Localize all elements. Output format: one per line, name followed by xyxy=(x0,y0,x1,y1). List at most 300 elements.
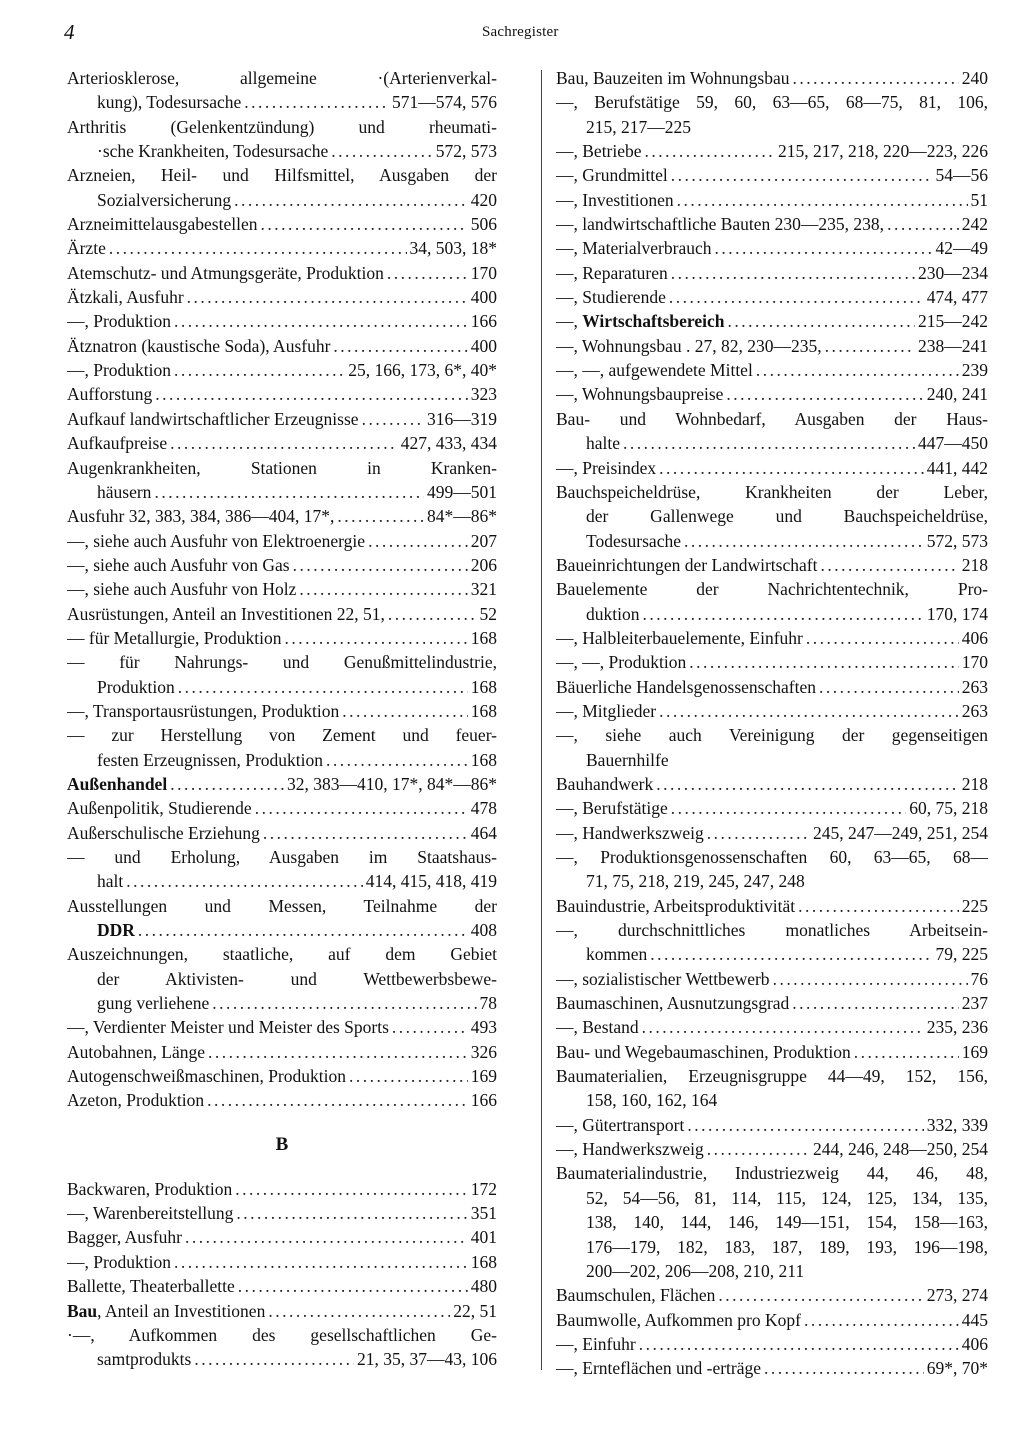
entry-term xyxy=(67,212,257,236)
index-entry-line xyxy=(67,845,497,869)
entry-term xyxy=(67,529,365,553)
leader-dots xyxy=(656,772,959,796)
entry-term xyxy=(67,407,359,431)
index-entry xyxy=(67,212,497,236)
leader-dots xyxy=(238,1274,468,1298)
entry-term xyxy=(67,1040,205,1064)
entry-term-text: , Anteil an Investitionen xyxy=(97,1300,266,1321)
index-entry xyxy=(556,602,988,626)
index-entry xyxy=(556,334,988,358)
entry-term xyxy=(556,650,686,674)
entry-pages: 166 xyxy=(470,311,497,332)
entry-term-text: Arzneimittelausgabestellen xyxy=(67,214,258,235)
entry-term-text: Baumschulen, Flächen xyxy=(556,1285,716,1306)
entry-pages: 215—242 xyxy=(918,311,988,332)
entry-term xyxy=(556,821,704,845)
entry-text: 176—179, 182, 183, 187, 189, 193, 196—198, xyxy=(586,1236,988,1257)
entry-term-text: halt xyxy=(97,871,124,892)
index-entry xyxy=(556,821,988,845)
entry-term-text: Ätzkali, Ausfuhr xyxy=(67,287,184,308)
entry-term xyxy=(586,942,647,966)
entry-term xyxy=(67,1201,233,1225)
index-entry xyxy=(556,1308,988,1332)
entry-term xyxy=(556,1332,636,1356)
index-entry xyxy=(67,796,497,820)
entry-term xyxy=(67,821,260,845)
leader-dots xyxy=(804,1308,959,1332)
index-entry-line xyxy=(556,1064,988,1088)
index-entry xyxy=(556,675,988,699)
entry-term-text: Baumwolle, Aufkommen pro Kopf xyxy=(556,1309,801,1330)
index-entry xyxy=(67,407,497,431)
index-entry xyxy=(67,626,497,650)
entry-term-text: —, Verdienter Meister und Meister des Sports xyxy=(67,1017,389,1038)
leader-dots xyxy=(388,602,477,626)
index-entry xyxy=(556,772,988,796)
entry-pages: 168 xyxy=(470,700,497,721)
leader-dots xyxy=(194,1347,354,1371)
leader-dots xyxy=(331,139,433,163)
entry-text: Arzneien, Heil- und Hilfsmittel, Ausgaben der xyxy=(67,165,497,186)
entry-term-text: Atemschutz- und Atmungsgeräte, Produktion xyxy=(67,262,384,283)
entry-term-text: Bagger, Ausfuhr xyxy=(67,1227,182,1248)
entry-term xyxy=(556,188,674,212)
entry-term-text: —, Gütertransport xyxy=(556,1114,685,1135)
entry-pages: 34, 503, 18* xyxy=(409,238,497,259)
index-entry xyxy=(67,431,497,455)
entry-pages: 172 xyxy=(470,1178,497,1199)
entry-text: Augenkrankheiten, Stationen in Kranken- xyxy=(67,457,497,478)
entry-pages: 506 xyxy=(470,214,497,235)
leader-dots xyxy=(170,772,284,796)
index-entry xyxy=(556,991,988,1015)
leader-dots xyxy=(764,1356,924,1380)
entry-term-text: Bauhandwerk xyxy=(556,773,654,794)
index-entry-line xyxy=(67,163,497,187)
leader-dots xyxy=(138,918,468,942)
index-entry xyxy=(67,139,497,163)
index-entry xyxy=(67,382,497,406)
entry-term xyxy=(67,1088,204,1112)
entry-term xyxy=(556,261,668,285)
index-entry xyxy=(67,188,497,212)
entry-term xyxy=(556,212,884,236)
entry-term xyxy=(556,66,790,90)
entry-pages: 401 xyxy=(470,1227,497,1248)
index-entry xyxy=(67,602,497,626)
entry-term xyxy=(67,236,106,260)
index-entry xyxy=(67,869,497,893)
index-entry xyxy=(556,163,988,187)
leader-dots xyxy=(263,821,468,845)
leader-dots xyxy=(684,529,924,553)
index-entry xyxy=(556,650,988,674)
entry-text: Arthritis (Gelenkentzündung) und rheumati- xyxy=(67,116,497,137)
entry-term-text: — für Metallurgie, Produktion xyxy=(67,627,282,648)
index-entry-line xyxy=(67,1323,497,1347)
entry-term-text: —, Transportausrüstungen, Produktion xyxy=(67,700,340,721)
leader-dots xyxy=(155,382,468,406)
entry-term-text: —, —, aufgewendete Mittel xyxy=(556,360,753,381)
leader-dots xyxy=(255,796,468,820)
index-entry-line xyxy=(556,1210,988,1234)
entry-term-text: —, landwirtschaftliche Bauten 230—235, 238, xyxy=(556,214,885,235)
index-entry-line: 215, 217—225 xyxy=(586,116,691,137)
leader-dots xyxy=(659,456,924,480)
entry-term xyxy=(67,358,171,382)
index-entry-line xyxy=(67,942,497,966)
entry-pages: 445 xyxy=(961,1309,988,1330)
entry-pages: 32, 383—410, 17*, 84*—86* xyxy=(287,773,497,794)
entry-pages: 480 xyxy=(470,1276,497,1297)
leader-dots xyxy=(208,1040,468,1064)
entry-term-text: —, Studierende xyxy=(556,287,666,308)
entry-pages: 235, 236 xyxy=(926,1017,988,1038)
entry-term xyxy=(67,602,385,626)
section-heading: B xyxy=(275,1133,289,1155)
entry-pages: 206 xyxy=(470,554,497,575)
index-entry xyxy=(67,821,497,845)
entry-pages: 420 xyxy=(470,189,497,210)
index-entry-line: 158, 160, 162, 164 xyxy=(586,1090,718,1111)
leader-dots xyxy=(244,90,389,114)
entry-term-text: —, Ernteflächen und -erträge xyxy=(556,1358,762,1379)
entry-term xyxy=(556,1356,761,1380)
entry-pages: 218 xyxy=(961,773,988,794)
entry-pages: 263 xyxy=(961,700,988,721)
leader-dots xyxy=(659,699,959,723)
index-entry xyxy=(67,748,497,772)
entry-prefix: —, xyxy=(556,311,583,332)
entry-text: Baumaterialindustrie, Industriezweig 44, 46, 48, xyxy=(556,1163,988,1184)
index-entry xyxy=(556,1332,988,1356)
index-entry xyxy=(556,894,988,918)
entry-term-text: —, Grundmittel xyxy=(556,165,668,186)
entry-term xyxy=(556,1040,851,1064)
leader-dots xyxy=(825,334,915,358)
leader-dots xyxy=(170,431,398,455)
index-entry xyxy=(67,90,497,114)
entry-term-text: Ballette, Theaterballette xyxy=(67,1276,235,1297)
entry-term xyxy=(67,334,330,358)
index-entry-line xyxy=(556,1235,988,1259)
entry-text: — und Erholung, Ausgaben im Staatshaus- xyxy=(67,847,497,867)
entry-term xyxy=(556,894,795,918)
entry-pages: 51 xyxy=(970,189,988,210)
leader-dots xyxy=(756,358,959,382)
index-entry xyxy=(67,285,497,309)
page-number: 4 xyxy=(64,20,75,44)
entry-term xyxy=(67,1225,182,1249)
entry-pages: 242 xyxy=(961,214,988,235)
leader-dots xyxy=(178,675,468,699)
index-entry xyxy=(556,309,988,333)
index-entry xyxy=(556,358,988,382)
entry-pages: 84*—86* xyxy=(427,506,497,527)
leader-dots xyxy=(109,236,407,260)
entry-term xyxy=(556,163,668,187)
leader-dots xyxy=(687,1113,923,1137)
entry-term-text: Ausfuhr 32, 383, 384, 386—404, 17*, xyxy=(67,506,335,527)
index-entry xyxy=(67,261,497,285)
index-entry xyxy=(556,796,988,820)
index-entry xyxy=(556,285,988,309)
leader-dots xyxy=(642,1015,924,1039)
entry-pages: 464 xyxy=(470,822,497,843)
leader-dots xyxy=(642,602,923,626)
leader-dots xyxy=(718,1283,923,1307)
entry-term-text: festen Erzeugnissen, Produktion xyxy=(97,749,323,770)
entry-text: — zur Herstellung von Zement und feuer- xyxy=(67,725,497,746)
index-entry-line xyxy=(67,456,497,480)
index-entry xyxy=(556,66,988,90)
entry-term xyxy=(67,1250,171,1274)
entry-pages: 238—241 xyxy=(918,335,988,356)
leader-dots xyxy=(333,334,467,358)
entry-pages: 169 xyxy=(470,1066,497,1087)
entry-term-text: —, Produktion xyxy=(67,1251,172,1272)
entry-pages: 406 xyxy=(961,627,988,648)
entry-term xyxy=(67,1177,232,1201)
leader-dots xyxy=(726,382,923,406)
index-entry-line xyxy=(67,66,497,90)
index-entry xyxy=(556,236,988,260)
leader-dots xyxy=(689,650,958,674)
index-entry xyxy=(67,334,497,358)
index-entry-line xyxy=(556,577,988,601)
index-entry-line xyxy=(67,115,497,139)
entry-pages: 21, 35, 37—43, 106 xyxy=(357,1349,497,1370)
index-entry xyxy=(556,529,988,553)
entry-term xyxy=(556,967,770,991)
entry-term-bold: Außenhandel xyxy=(67,773,168,794)
leader-dots xyxy=(299,577,467,601)
entry-pages: 400 xyxy=(470,335,497,356)
leader-dots xyxy=(362,407,424,431)
index-entry xyxy=(67,1088,497,1112)
entry-term xyxy=(586,431,620,455)
entry-pages: 25, 166, 173, 6*, 40* xyxy=(348,360,497,381)
index-entry xyxy=(67,1177,497,1201)
leader-dots xyxy=(671,796,906,820)
entry-term xyxy=(556,1283,715,1307)
entry-term-text: Backwaren, Produktion xyxy=(67,1178,233,1199)
leader-dots xyxy=(671,261,915,285)
leader-dots xyxy=(645,139,775,163)
entry-term xyxy=(97,748,323,772)
entry-term-bold: DDR xyxy=(97,920,135,941)
entry-term-text: duktion xyxy=(586,603,640,624)
index-entry xyxy=(556,431,988,455)
entry-term-text: Autobahnen, Länge xyxy=(67,1041,206,1062)
leader-dots xyxy=(387,261,468,285)
entry-pages: 441, 442 xyxy=(926,457,988,478)
entry-text: 138, 140, 144, 146, 149—151, 154, 158—163, xyxy=(586,1212,988,1233)
entry-pages: 326 xyxy=(470,1041,497,1062)
leader-dots xyxy=(349,1064,468,1088)
index-entry xyxy=(556,382,988,406)
entry-term xyxy=(556,285,666,309)
entry-pages: 54—56 xyxy=(935,165,988,186)
entry-term xyxy=(556,1137,704,1161)
leader-dots xyxy=(623,431,915,455)
entry-term-text: —, siehe auch Ausfuhr von Holz xyxy=(67,579,297,600)
entry-term xyxy=(67,553,290,577)
entry-term xyxy=(556,1015,639,1039)
index-entry xyxy=(67,480,497,504)
entry-term-text: —, Wohnungsbaupreise xyxy=(556,384,724,405)
entry-pages: 168 xyxy=(470,676,497,697)
entry-pages: 400 xyxy=(470,287,497,308)
entry-pages: 166 xyxy=(470,1090,497,1111)
index-entry xyxy=(67,1274,497,1298)
entry-term-text: Baumaschinen, Ausnutzungsgrad xyxy=(556,993,790,1014)
entry-term-bold: Wirtschaftsbereich xyxy=(582,311,725,332)
leader-dots xyxy=(728,309,916,333)
entry-term-text: Autogenschweißmaschinen, Produktion xyxy=(67,1066,346,1087)
index-entry xyxy=(67,675,497,699)
index-entry xyxy=(556,1040,988,1064)
entry-pages: 239 xyxy=(961,360,988,381)
entry-term xyxy=(556,309,725,333)
leader-dots xyxy=(368,529,468,553)
entry-pages: 493 xyxy=(470,1017,497,1038)
entry-text: Bauchspeicheldrüse, Krankheiten der Leber, xyxy=(556,481,988,502)
index-entry xyxy=(67,236,497,260)
leader-dots xyxy=(773,967,968,991)
entry-pages: 478 xyxy=(470,798,497,819)
index-entry xyxy=(67,1250,497,1274)
index-entry xyxy=(67,1347,497,1371)
entry-term xyxy=(556,456,656,480)
index-entry-line xyxy=(67,723,497,747)
entry-pages: 321 xyxy=(470,579,497,600)
leader-dots xyxy=(174,358,345,382)
entry-term-text: kommen xyxy=(586,944,648,965)
entry-term xyxy=(67,1299,265,1323)
entry-pages: 168 xyxy=(470,749,497,770)
index-entry xyxy=(67,918,497,942)
index-entry xyxy=(67,1225,497,1249)
entry-term-text: —, Handwerkszweig xyxy=(556,822,704,843)
entry-term-text: —, siehe auch Ausfuhr von Elektroenergie xyxy=(67,530,366,551)
entry-term-text: Aufkauf landwirtschaftlicher Erzeugnisse xyxy=(67,408,359,429)
index-column-right xyxy=(556,66,988,1381)
entry-term xyxy=(67,1064,346,1088)
entry-text: der Aktivisten- und Wettbewerbsbewe- xyxy=(97,968,497,989)
entry-term-text: Ätznatron (kaustische Soda), Ausfuhr xyxy=(67,335,331,356)
entry-term-text: häusern xyxy=(97,481,152,502)
leader-dots xyxy=(392,1015,468,1039)
leader-dots xyxy=(707,821,810,845)
entry-pages: 168 xyxy=(470,1251,497,1272)
entry-pages: 273, 274 xyxy=(926,1285,988,1306)
entry-term xyxy=(67,772,167,796)
entry-term-text: —, Halbleiterbauelemente, Einfuhr xyxy=(556,627,803,648)
index-entry xyxy=(556,1113,988,1137)
entry-pages: 169 xyxy=(961,1041,988,1062)
entry-term xyxy=(556,796,668,820)
entry-pages: 215, 217, 218, 220—223, 226 xyxy=(778,141,988,162)
entry-term xyxy=(556,675,816,699)
index-entry xyxy=(67,991,497,1015)
leader-dots xyxy=(268,1299,450,1323)
index-entry xyxy=(556,188,988,212)
index-entry xyxy=(556,1137,988,1161)
leader-dots xyxy=(707,1137,810,1161)
entry-text: —, Produktionsgenossenschaften 60, 63—65, 68— xyxy=(556,847,988,867)
entry-term-text: —, Warenbereitstellung xyxy=(67,1203,234,1224)
index-entry xyxy=(556,261,988,285)
index-entry xyxy=(556,1283,988,1307)
entry-term-text: —, Wohnungsbau . 27, 82, 230—235, xyxy=(556,335,822,356)
entry-text: —, durchschnittliches monatliches Arbeitsein- xyxy=(556,920,988,941)
entry-pages: 170 xyxy=(470,262,497,283)
entry-term-text: —, Berufstätige xyxy=(556,798,668,819)
column-divider xyxy=(541,70,542,1370)
leader-dots xyxy=(792,991,958,1015)
index-entry xyxy=(67,529,497,553)
entry-term-text: Bäuerliche Handelsgenossenschaften xyxy=(556,676,816,697)
entry-pages: 447—450 xyxy=(918,433,988,454)
index-entry xyxy=(67,577,497,601)
leader-dots xyxy=(236,1201,467,1225)
leader-dots xyxy=(126,869,363,893)
index-entry-line xyxy=(556,480,988,504)
entry-pages: 218 xyxy=(961,554,988,575)
entry-term-text: halte xyxy=(586,433,621,454)
leader-dots xyxy=(854,1040,959,1064)
entry-term xyxy=(97,139,328,163)
index-entry xyxy=(67,1015,497,1039)
entry-term-text: Baueinrichtungen der Landwirtschaft xyxy=(556,554,818,575)
entry-term xyxy=(97,90,241,114)
entry-term-text: Außerschulische Erziehung xyxy=(67,822,260,843)
index-entry-line xyxy=(67,650,497,674)
entry-term xyxy=(586,602,639,626)
entry-term-bold: Bau xyxy=(67,1300,98,1321)
entry-term-text: kung), Todesursache xyxy=(97,92,242,113)
entry-term-text: Produktion xyxy=(97,676,175,697)
entry-pages: 406 xyxy=(961,1333,988,1354)
entry-term-text: Sozialversicherung xyxy=(97,189,232,210)
entry-pages: 79, 225 xyxy=(935,944,988,965)
entry-text: —, Berufstätige 59, 60, 63—65, 68—75, 81, 106, xyxy=(556,92,988,113)
index-entry-line xyxy=(67,967,497,991)
leader-dots xyxy=(260,212,467,236)
index-entry xyxy=(556,626,988,650)
entry-term xyxy=(556,334,822,358)
leader-dots xyxy=(293,553,468,577)
index-entry xyxy=(556,1015,988,1039)
index-entry xyxy=(67,1040,497,1064)
entry-text: der Gallenwege und Bauchspeicheldrüse, xyxy=(586,506,988,527)
leader-dots xyxy=(326,748,468,772)
entry-term xyxy=(67,796,252,820)
leader-dots xyxy=(337,504,424,528)
entry-term xyxy=(556,1113,684,1137)
index-entry-line xyxy=(556,407,988,431)
entry-pages: 240, 241 xyxy=(926,384,988,405)
entry-term xyxy=(97,869,123,893)
entry-term-text: gung verliehene xyxy=(97,993,210,1014)
leader-dots xyxy=(174,1250,468,1274)
entry-term-text: —, Mitglieder xyxy=(556,700,657,721)
entry-text: Arteriosklerose, allgemeine ·(Arterienverkal- xyxy=(67,68,497,88)
entry-pages: 244, 246, 248—250, 254 xyxy=(813,1139,988,1160)
entry-pages: 571—574, 576 xyxy=(392,92,497,113)
entry-term xyxy=(556,358,753,382)
